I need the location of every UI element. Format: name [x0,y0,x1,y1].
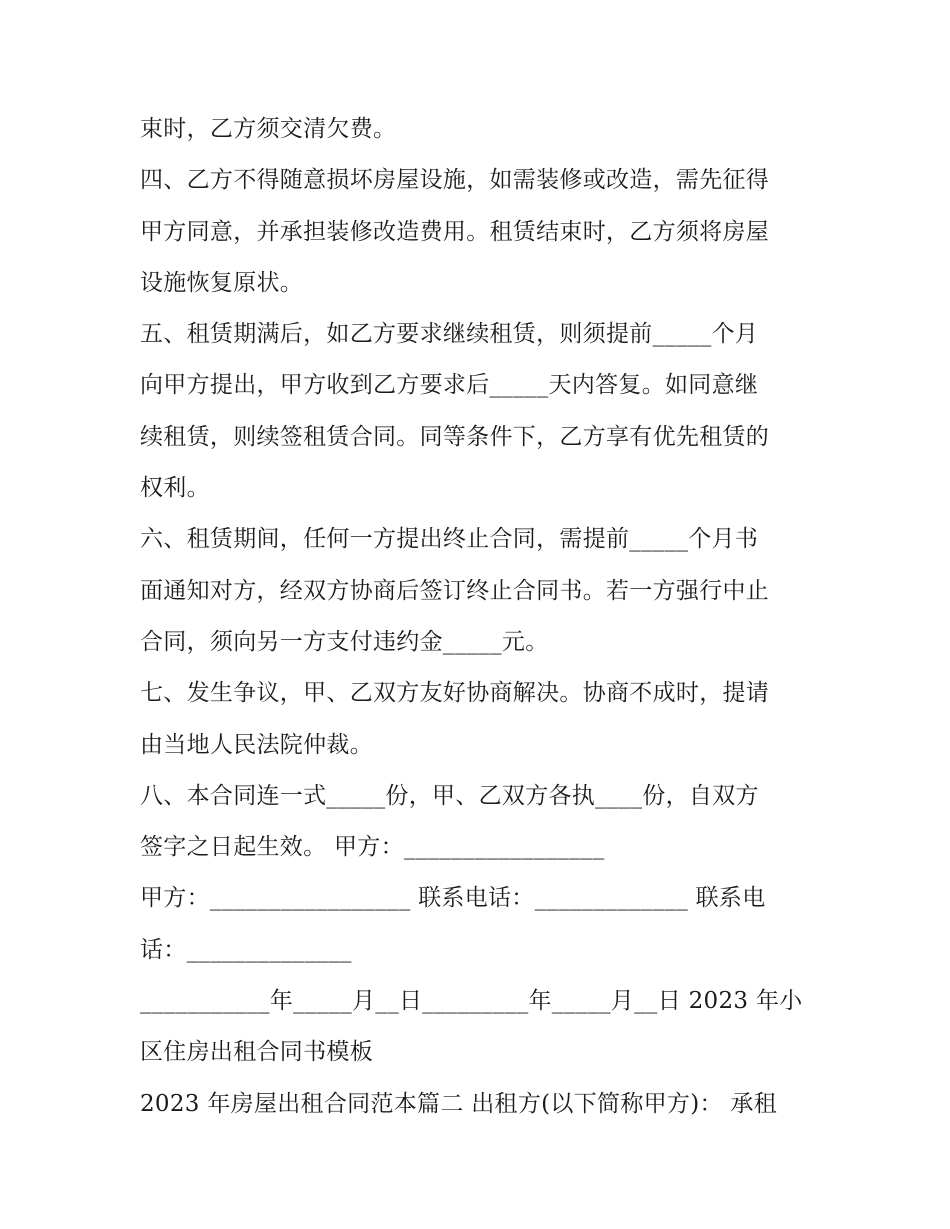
text-line: 续租赁，则续签租赁合同。同等条件下，乙方享有优先租赁的 [140,423,770,450]
text-line: 甲方：_________________ 联系电话：_____________ 联系电 [140,885,766,912]
text-line: 甲方同意，并承担装修改造费用。租赁结束时，乙方须将房屋 [140,218,770,245]
text-line: 向甲方提出，甲方收到乙方要求后_____天内答复。如同意继 [140,372,759,399]
text-line: 六、租赁期间，任何一方提出终止合同，需提前_____个月书 [140,526,759,553]
text-line: 区住房出租合同书模板 [140,1039,373,1066]
text-line: 七、发生争议，甲、乙双方友好协商解决。协商不成时，提请 [140,680,770,707]
text-line: 权利。 [140,475,210,502]
text-line: 设施恢复原状。 [140,269,304,296]
text-line: 面通知对方，经双方协商后签订终止合同书。若一方强行中止 [140,577,770,604]
text-line: 八、本合同连一式_____份，甲、乙双方各执____份，自双方 [140,782,759,809]
text-line: 束时，乙方须交清欠费。 [140,116,397,142]
text-line: 五、租赁期满后，如乙方要求继续租赁，则须提前_____个月 [140,321,759,348]
text-line: ___________年_____月__日_________年_____月__日 2023 年小 [140,988,803,1015]
text-line: 2023 年房屋出租合同范本篇二 出租方(以下简称甲方)： 承租 [140,1090,778,1117]
text-line: 四、乙方不得随意损坏房屋设施，如需装修或改造，需先征得 [140,167,770,194]
document-body [140,108,820,1134]
text-line: 由当地人民法院仲裁。 [140,731,373,758]
text-line: 话：______________ [140,936,352,963]
text-line: 签字之日起生效。 甲方：_________________ [140,834,605,861]
text-line: 合同，须向另一方支付违约金_____元。 [140,628,549,655]
